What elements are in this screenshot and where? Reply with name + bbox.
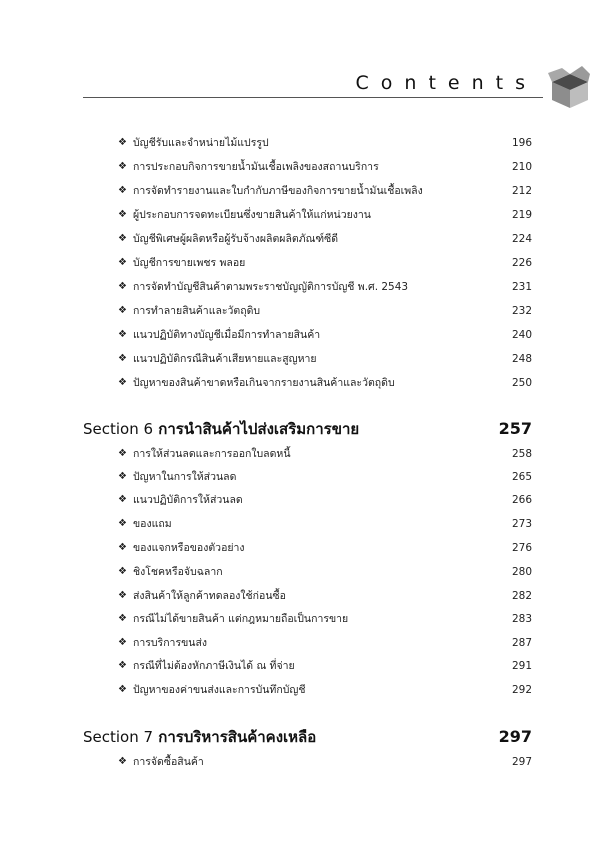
- diamond-bullet-icon: ❖: [118, 209, 127, 220]
- toc-entry[interactable]: [118, 587, 532, 605]
- toc-entry-page: 282: [511, 590, 532, 602]
- toc-entry-page: 250: [511, 377, 532, 389]
- toc-entry-page: 287: [511, 637, 532, 649]
- toc-entry[interactable]: [118, 753, 532, 771]
- toc-entry-label: ปัญหาของค่าขนส่งและการบันทึกบัญชี: [133, 684, 306, 696]
- section-heading[interactable]: [83, 417, 532, 441]
- diamond-bullet-icon: ❖: [118, 233, 127, 244]
- header-divider: [83, 97, 543, 98]
- diamond-bullet-icon: ❖: [118, 660, 127, 671]
- diamond-bullet-icon: ❖: [118, 566, 127, 577]
- toc-entry[interactable]: [118, 134, 532, 152]
- toc-entry[interactable]: [118, 350, 532, 368]
- toc-entry-page: 280: [511, 566, 532, 578]
- toc-entry-page: 240: [511, 329, 532, 341]
- section-number: Section 6: [83, 420, 154, 438]
- toc-entry[interactable]: [118, 158, 532, 176]
- toc-entry[interactable]: [118, 326, 532, 344]
- diamond-bullet-icon: ❖: [118, 377, 127, 388]
- diamond-bullet-icon: ❖: [118, 281, 127, 292]
- section-title: การนำสินค้าไปส่งเสริมการขาย: [158, 420, 360, 438]
- toc-entry-page: 283: [511, 613, 532, 625]
- toc-entry-page: 196: [511, 137, 532, 149]
- toc-entry-page: 292: [511, 684, 532, 696]
- toc-entry-page: 224: [511, 233, 532, 245]
- toc-entry[interactable]: [118, 539, 532, 557]
- contents-title: Contents: [355, 72, 537, 94]
- diamond-bullet-icon: ❖: [118, 494, 127, 505]
- toc-entry[interactable]: [118, 445, 532, 463]
- toc-entry-label: การจัดทำบัญชีสินค้าตามพระราชบัญญัติการบัญชี พ.ศ. 2543: [133, 281, 409, 293]
- toc-entry-label: ปัญหาในการให้ส่วนลด: [133, 471, 237, 483]
- toc-entry-label: การประกอบกิจการขายน้ำมันเชื้อเพลิงของสถานบริการ: [133, 161, 379, 173]
- toc-entry-page: 248: [511, 353, 532, 365]
- toc-entry-page: 232: [511, 305, 532, 317]
- section-number: Section 7: [83, 728, 154, 746]
- diamond-bullet-icon: ❖: [118, 448, 127, 459]
- toc-entry-label: การจัดทำรายงานและใบกำกับภาษีของกิจการขายน้ำมันเชื้อเพลิง: [133, 185, 423, 197]
- section-title: การบริหารสินค้าคงเหลือ: [158, 728, 317, 746]
- toc-entry[interactable]: [118, 302, 532, 320]
- toc-entry[interactable]: [118, 278, 532, 296]
- diamond-bullet-icon: ❖: [118, 257, 127, 268]
- diamond-bullet-icon: ❖: [118, 542, 127, 553]
- toc-entry-page: 273: [511, 518, 532, 530]
- section-page: 257: [498, 419, 532, 438]
- toc-entry-page: 276: [511, 542, 532, 554]
- diamond-bullet-icon: ❖: [118, 137, 127, 148]
- diamond-bullet-icon: ❖: [118, 613, 127, 624]
- toc-entry-page: 219: [511, 209, 532, 221]
- section-page: 297: [498, 727, 532, 746]
- toc-entry[interactable]: [118, 254, 532, 272]
- diamond-bullet-icon: ❖: [118, 305, 127, 316]
- toc-entry-label: บัญชีรับและจำหน่ายไม้แปรรูป: [133, 137, 269, 149]
- toc-entry[interactable]: [118, 374, 532, 392]
- open-box-icon: [546, 64, 592, 110]
- toc-entry-page: 210: [511, 161, 532, 173]
- diamond-bullet-icon: ❖: [118, 185, 127, 196]
- toc-entry[interactable]: [118, 681, 532, 699]
- toc-entry-label: แนวปฏิบัติกรณีสินค้าเสียหายและสูญหาย: [133, 353, 317, 365]
- toc-entry-label: การให้ส่วนลดและการออกใบลดหนี้: [133, 448, 291, 460]
- diamond-bullet-icon: ❖: [118, 637, 127, 648]
- toc-entry-page: 212: [511, 185, 532, 197]
- toc-entry[interactable]: [118, 634, 532, 652]
- toc-entry-label: บัญชีการขายเพชร พลอย: [133, 257, 246, 269]
- diamond-bullet-icon: ❖: [118, 471, 127, 482]
- diamond-bullet-icon: ❖: [118, 590, 127, 601]
- toc-entry-label: ส่งสินค้าให้ลูกค้าทดลองใช้ก่อนซื้อ: [133, 590, 286, 602]
- toc-entry-page: 291: [511, 660, 532, 672]
- diamond-bullet-icon: ❖: [118, 329, 127, 340]
- toc-entry[interactable]: [118, 610, 532, 628]
- toc-entry-page: 297: [511, 756, 532, 768]
- toc-entry-page: 258: [511, 448, 532, 460]
- section-heading[interactable]: [83, 725, 532, 749]
- toc-entry[interactable]: [118, 182, 532, 200]
- toc-entry-page: 265: [511, 471, 532, 483]
- diamond-bullet-icon: ❖: [118, 684, 127, 695]
- toc-entry-page: 231: [511, 281, 532, 293]
- diamond-bullet-icon: ❖: [118, 353, 127, 364]
- toc-entry[interactable]: [118, 468, 532, 486]
- diamond-bullet-icon: ❖: [118, 518, 127, 529]
- toc-entry-label: ผู้ประกอบการจดทะเบียนซึ่งขายสินค้าให้แก่หน่วยงาน: [133, 209, 371, 221]
- toc-entry-label: การทำลายสินค้าและวัตถุดิบ: [133, 305, 261, 317]
- toc-entry[interactable]: [118, 515, 532, 533]
- toc-entry[interactable]: [118, 491, 532, 509]
- toc-entry-label: แนวปฏิบัติทางบัญชีเมื่อมีการทำลายสินค้า: [133, 329, 321, 341]
- toc-entry[interactable]: [118, 230, 532, 248]
- toc-entry-label: กรณีไม่ได้ขายสินค้า แต่กฎหมายถือเป็นการขาย: [133, 613, 349, 625]
- toc-entry[interactable]: [118, 563, 532, 581]
- toc-entry-label: การจัดซื้อสินค้า: [133, 756, 204, 768]
- toc-entry-label: การบริการขนส่ง: [133, 637, 207, 649]
- toc-entry-label: ชิงโชคหรือจับฉลาก: [133, 566, 223, 578]
- diamond-bullet-icon: ❖: [118, 161, 127, 172]
- toc-entry-page: 226: [511, 257, 532, 269]
- toc-entry-label: ปัญหาของสินค้าขาดหรือเกินจากรายงานสินค้าและวัตถุดิบ: [133, 377, 395, 389]
- toc-entry[interactable]: [118, 206, 532, 224]
- toc-entry-label: บัญชีพิเศษผู้ผลิตหรือผู้รับจ้างผลิตผลิตภัณฑ์ซีดี: [133, 233, 339, 245]
- toc-entry-label: กรณีที่ไม่ต้องหักภาษีเงินได้ ณ ที่จ่าย: [133, 660, 295, 672]
- toc-entry-page: 266: [511, 494, 532, 506]
- toc-entry[interactable]: [118, 657, 532, 675]
- diamond-bullet-icon: ❖: [118, 756, 127, 767]
- toc-entry-label: ของแถม: [133, 518, 172, 530]
- toc-entry-label: ของแจกหรือของตัวอย่าง: [133, 542, 245, 554]
- toc-entry-label: แนวปฏิบัติการให้ส่วนลด: [133, 494, 243, 506]
